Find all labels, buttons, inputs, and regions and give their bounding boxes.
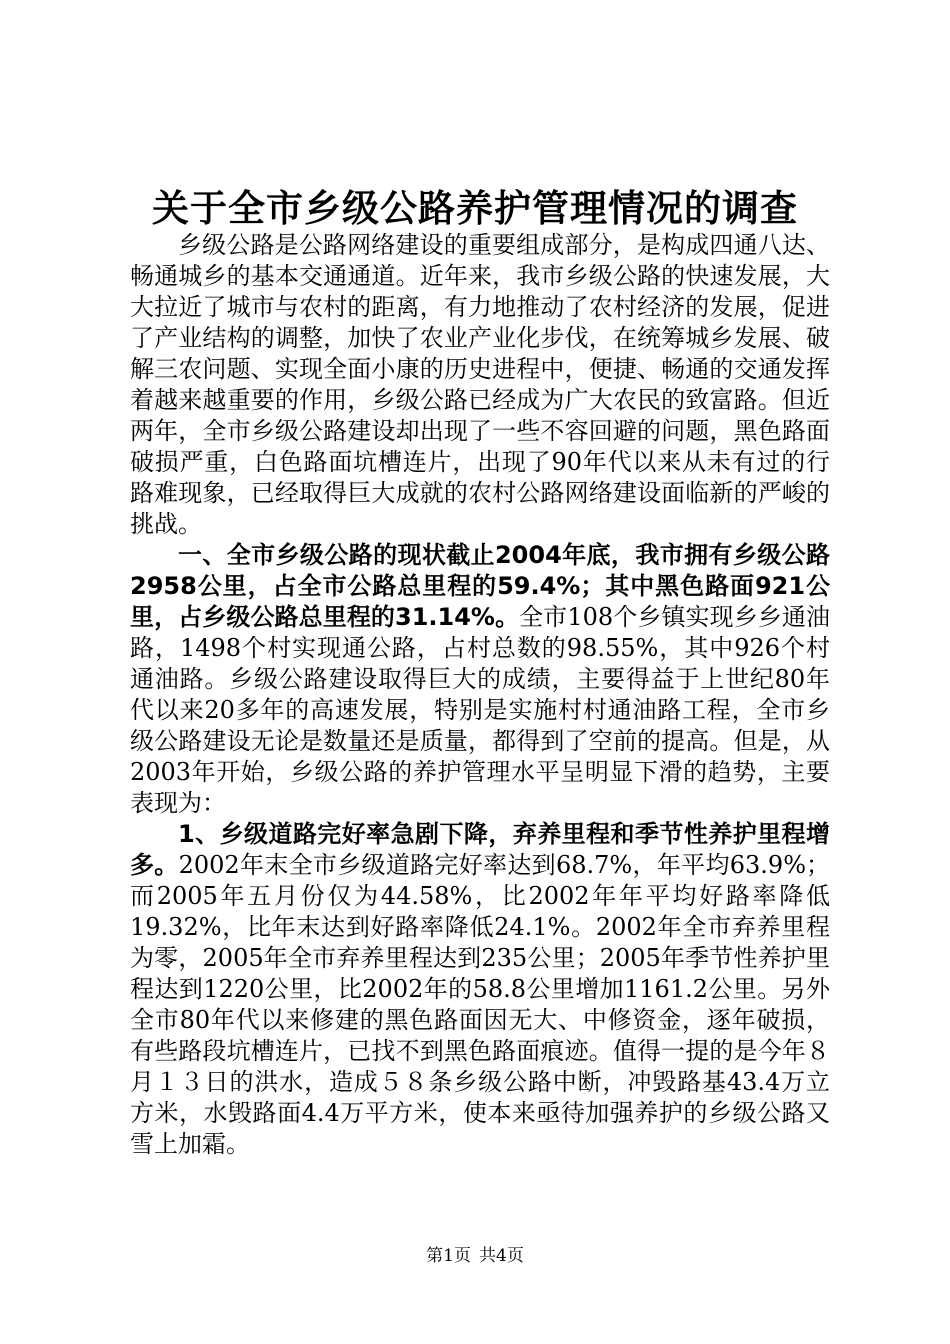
- paragraph-subsection-1: [130, 819, 830, 1160]
- section-1-text: 全市108个乡镇实现乡乡通油路，1498个村实现通公路，占村总数的98.55%，其中926个村通油路。乡级公路建设取得巨大的成绩，主要得益于上世纪80年代以来20多年的高速发展，特别是实施村村通油路工程，全市乡级公路建设无论是数量还是质量，都得到了空前的提高。但是，从2003年开始，乡级公路的养护管理水平呈明显下滑的趋势，主要表现为：: [130, 603, 830, 817]
- page-number-total: 共4页: [479, 1246, 524, 1266]
- paragraph-intro: [130, 230, 830, 540]
- section-1-heading: 一、全市乡级公路的现状截止2004年底，我市拥有乡级公路2958公里，占全市公路总里程的59.4%；其中黑色路面921公里，占乡级公路总里程的31.14%。: [130, 541, 830, 631]
- subsection-1-heading: 1、乡级道路完好率急剧下降，弃养里程和季节性养护里程增多。: [130, 820, 830, 879]
- subsection-1-text: 2002年末全市乡级道路完好率达到68.7%，年平均63.9%；而2005年五月份仅为44.58%，比2002年年平均好路率降低19.32%，比年末达到好路率降低24.1%。2002年全市弃养里程为零，2005年全市弃养里程达到235公里；2005年季节性养护里程达到1220公里，比2002年的58.8公里增加1161.2公里。另外全市80年代以来修建的黑色路面因无大、中修资金，逐年破损，有些路段坑槽连片，已找不到黑色路面痕迹。值得一提的是今年８月１３日的洪水，造成５８条乡级公路中断，冲毁路基43.4万立方米，水毁路面4.4万平方米，使本来亟待加强养护的乡级公路又雪上加霜。: [130, 851, 831, 1158]
- paragraph-intro-text: 乡级公路是公路网络建设的重要组成部分，是构成四通八达、畅通城乡的基本交通通道。近年来，我市乡级公路的快速发展，大大拉近了城市与农村的距离，有力地推动了农村经济的发展，促进了产业结构的调整，加快了农业产业化步伐，在统筹城乡发展、破解三农问题、实现全面小康的历史进程中，便捷、畅通的交通发挥着越来越重要的作用，乡级公路已经成为广大农民的致富路。但近两年，全市乡级公路建设却出现了一些不容回避的问题，黑色路面破损严重，白色路面坑槽连片，出现了90年代以来从未有过的行路难现象，已经取得巨大成就的农村公路网络建设面临新的严峻的挑战。: [130, 231, 830, 538]
- page-footer: [0, 1245, 950, 1267]
- document-body: [130, 230, 830, 1160]
- document-title: 关于全市乡级公路养护管理情况的调查: [152, 186, 798, 230]
- page-number-current: 第1页: [426, 1246, 471, 1266]
- paragraph-section-1: [130, 540, 830, 819]
